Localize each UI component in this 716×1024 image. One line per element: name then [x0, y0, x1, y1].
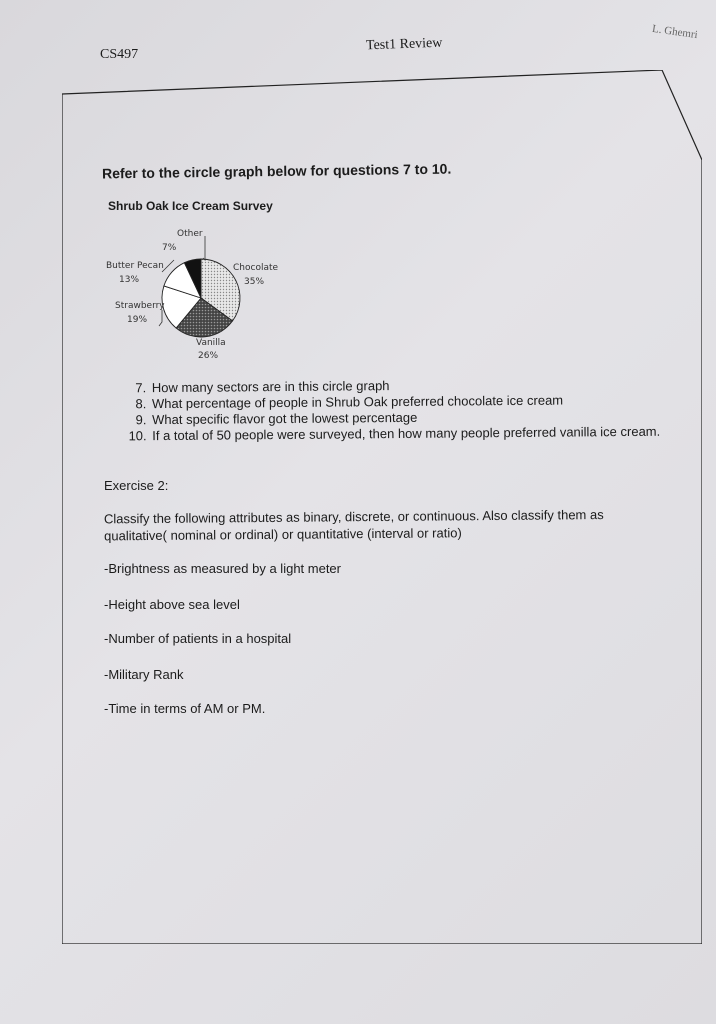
label-butter-pecan: Butter Pecan	[106, 261, 164, 271]
label-other: Other	[177, 229, 203, 239]
course-code: CS497	[100, 47, 139, 62]
attribute-item: -Time in terms of AM or PM.	[104, 701, 266, 716]
section-heading: Refer to the circle graph below for questions 7 to 10.	[101, 160, 452, 182]
label-butter-pecan-pct: 13%	[119, 275, 140, 285]
label-vanilla: Vanilla	[196, 338, 226, 348]
label-chocolate-pct: 35%	[244, 277, 265, 287]
author-name: L. Ghemri	[651, 22, 699, 42]
label-vanilla-pct: 26%	[198, 351, 219, 361]
attribute-item: -Height above sea level	[104, 597, 240, 612]
label-strawberry: Strawberry	[115, 301, 165, 311]
question-10: 10. If a total of 50 people were surveyed, then how many people preferred vanilla ice cream.	[150, 424, 670, 445]
question-9: 9. What specific flavor got the lowest percentage	[150, 408, 670, 429]
exercise-2-title: Exercise 2:	[104, 478, 169, 493]
chart-title: Shrub Oak Ice Cream Survey	[108, 199, 273, 213]
exercise-2-instructions: Classify the following attributes as binary, discrete, or continuous. Also classify them as qualitative( nominal or ordinal) or quantitative (interval or ratio)	[103, 507, 604, 544]
document-title: Test1 Review	[365, 35, 443, 54]
attribute-item: -Brightness as measured by a light meter	[104, 561, 341, 576]
question-7: 7. How many sectors are in this circle graph	[150, 376, 670, 397]
label-other-pct: 7%	[162, 243, 177, 253]
question-8: 8. What percentage of people in Shrub Oak preferred chocolate ice cream	[150, 392, 670, 413]
label-chocolate: Chocolate	[233, 263, 279, 273]
leader-line-strawberry	[159, 310, 162, 326]
label-strawberry-pct: 19%	[127, 315, 148, 325]
pie-chart	[102, 222, 302, 362]
question-list	[126, 376, 671, 445]
leader-line-other	[203, 236, 205, 260]
attribute-item: -Military Rank	[104, 667, 184, 682]
attribute-item: -Number of patients in a hospital	[104, 631, 292, 646]
